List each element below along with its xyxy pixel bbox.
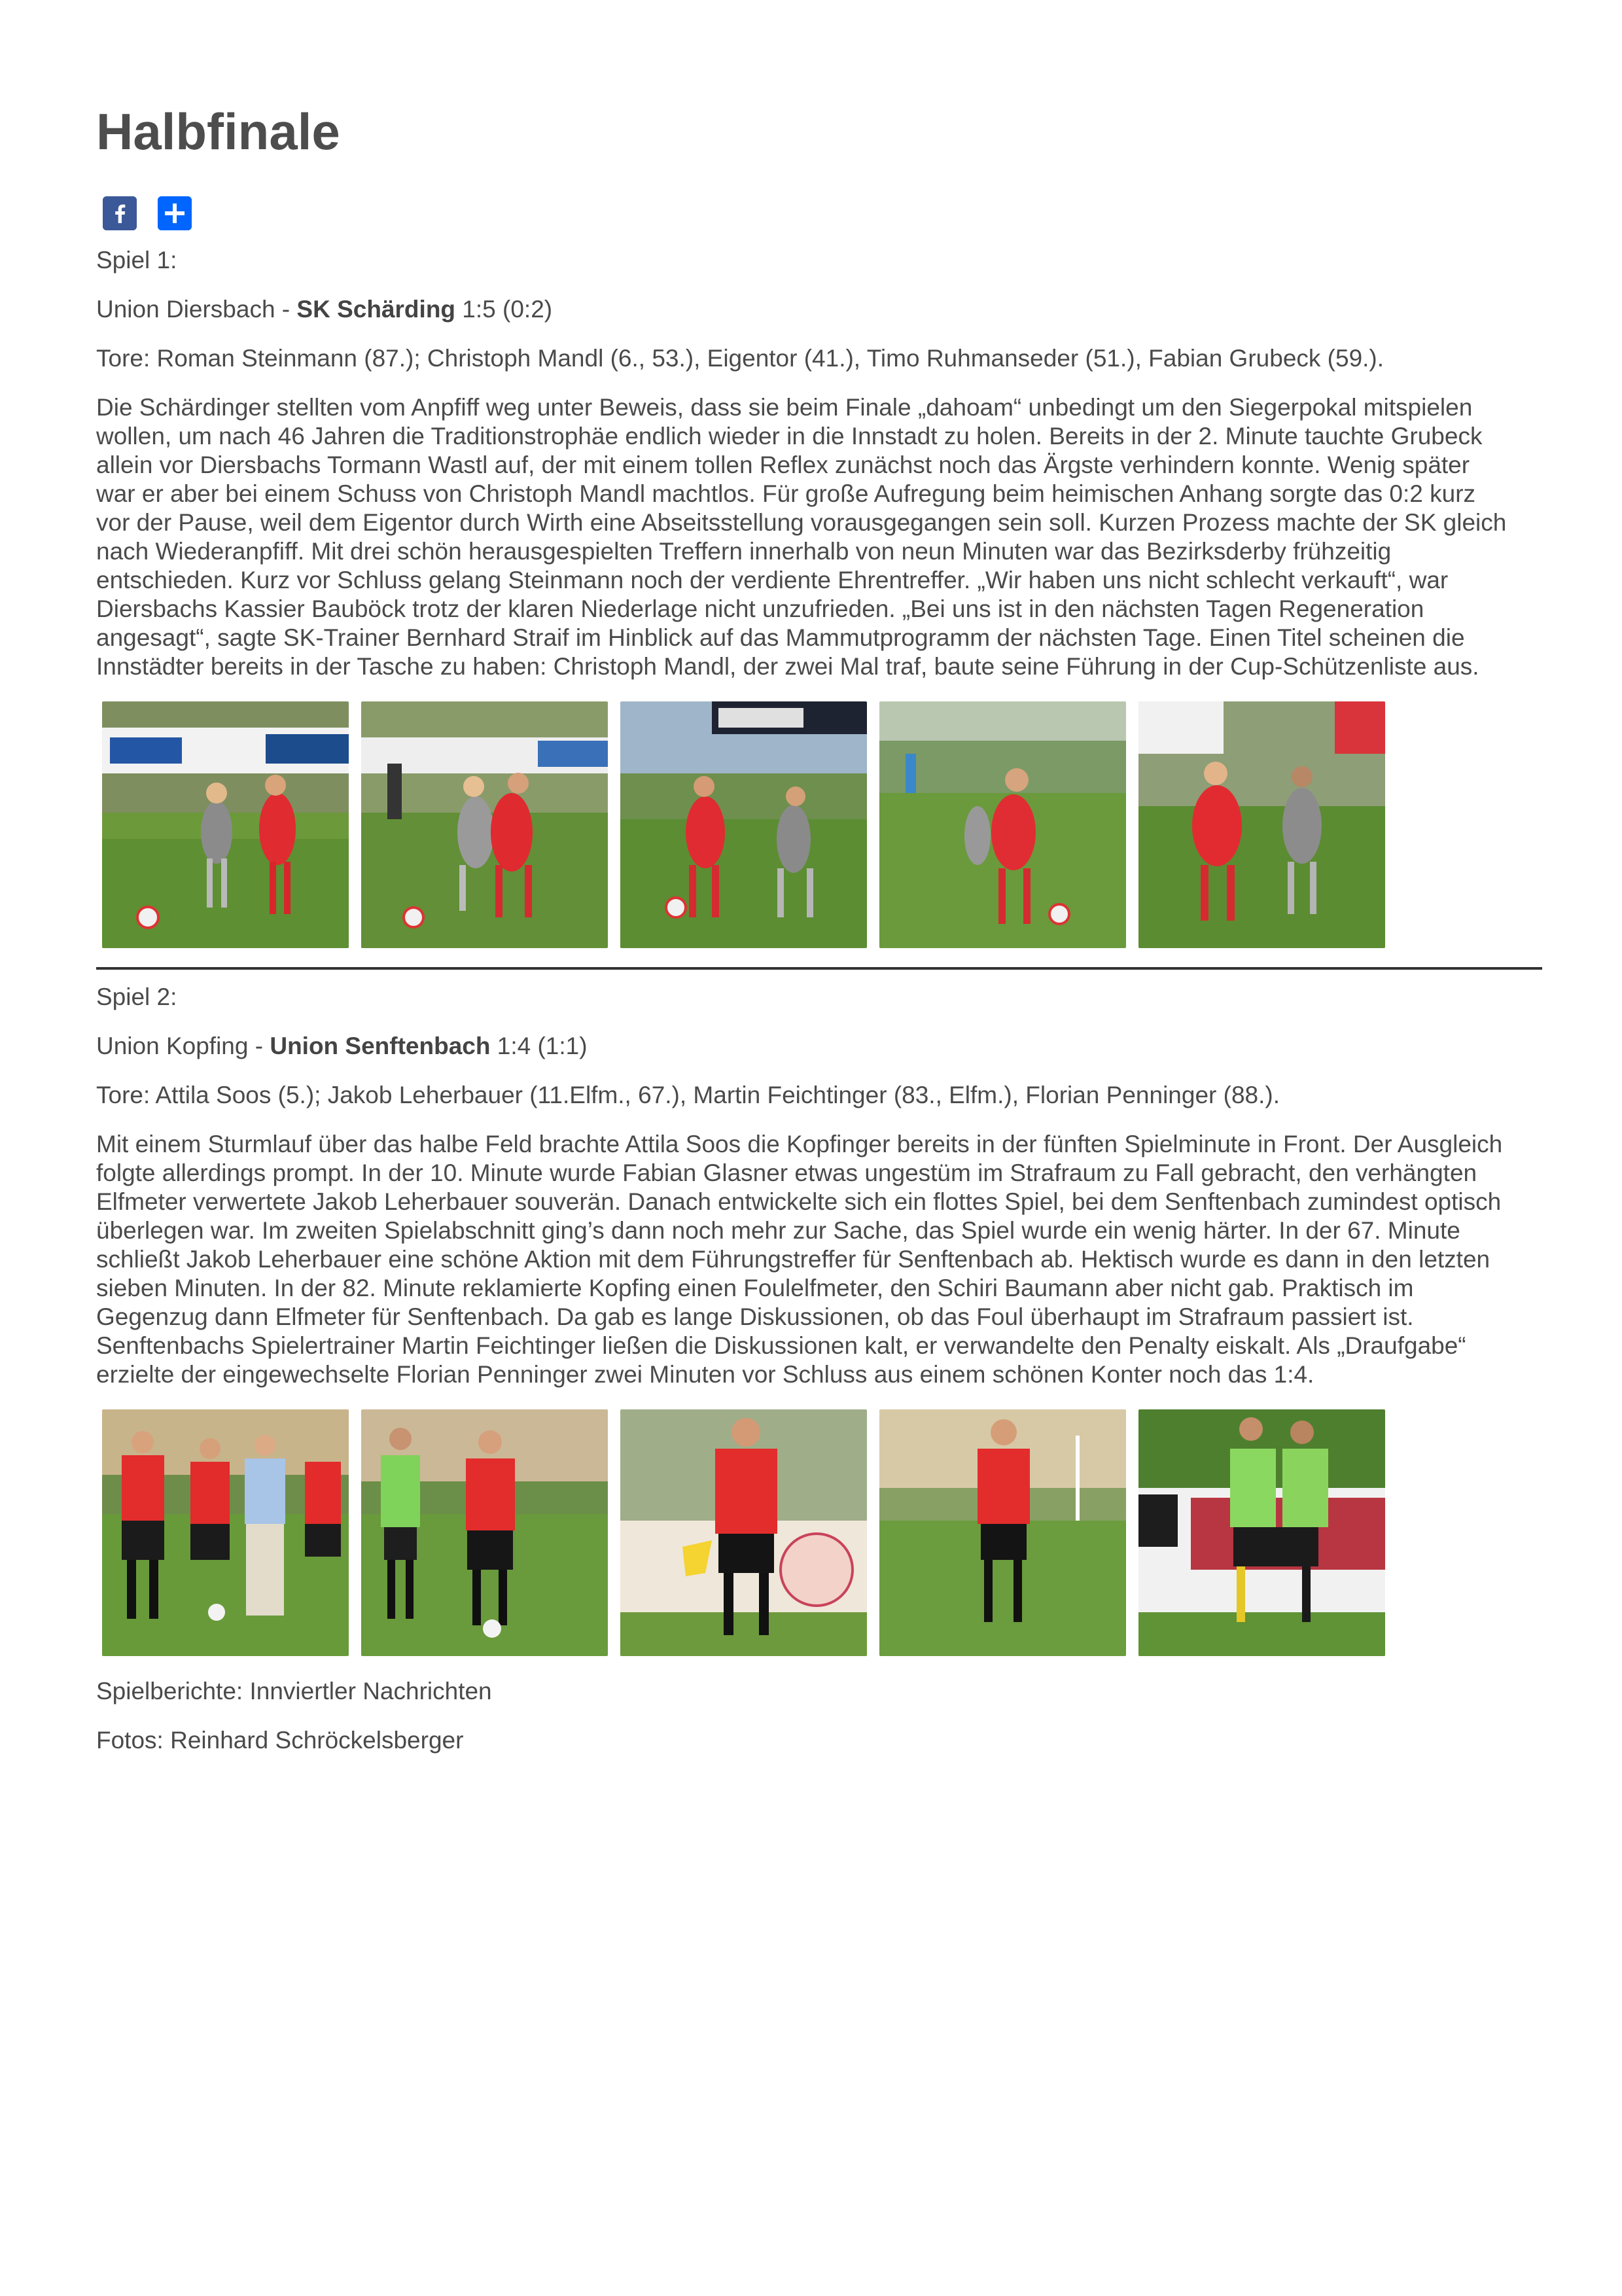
game-2-result (96, 1032, 1542, 1061)
report-line: sieben Minuten. In der 82. Minute reklamierte Kopfing einen Foulelfmeter, den Schiri Baumann aber nicht gab. Praktisch im (96, 1275, 1414, 1301)
section-divider (96, 967, 1542, 970)
game-2-photo-1[interactable] (102, 1409, 349, 1656)
credits-photos: Fotos: Reinhard Schröckelsberger (96, 1727, 464, 1754)
report-line: Diersbachs Kassier Bauböck trotz der klaren Niederlage nicht unzufrieden. „Bei uns ist in den nächsten Tagen Regeneration (96, 595, 1424, 622)
game-1-scorers: Tore: Roman Steinmann (87.); Christoph Mandl (6., 53.), Eigentor (41.), Timo Ruhmanseder (51.), Fabian Grubeck (59.). (96, 345, 1384, 372)
share-bar (103, 196, 192, 230)
add-share-icon[interactable] (158, 196, 192, 230)
report-line: wollen, um nach 46 Jahren die Traditionstrophäe endlich wieder in die Innstadt zu holen. Bereits in der 2. Minute tauchte Grubeck (96, 423, 1483, 450)
report-line: nach Wiederanpfiff. Mit drei schön herausgespielten Treffern innerhalb von neun Minuten war das Bezirksderby frühzeitig (96, 538, 1392, 565)
game-2-separator: - (248, 1033, 270, 1059)
report-line: war er aber bei einem Schuss von Christoph Mandl machtlos. Für große Aufregung beim heimischen Anhang sorgte das 0:2 kurz (96, 480, 1476, 507)
game-2-photo-5[interactable] (1138, 1409, 1385, 1656)
game-1-photo-4[interactable] (879, 701, 1126, 948)
game-1-photo-3[interactable] (620, 701, 867, 948)
report-line: vor der Pause, weil dem Eigentor durch Wirth eine Abseitsstellung vorausgegangen sein soll. Kurzen Prozess machte der SK gleich (96, 509, 1507, 536)
game-1-photo-2[interactable] (361, 701, 608, 948)
report-line: Gegenzug dann Elfmeter für Senftenbach. Da gab es lange Diskussionen, ob das Foul überhaupt im Strafraum passiert ist. (96, 1303, 1414, 1330)
facebook-icon[interactable] (103, 196, 137, 230)
game-2-home: Union Kopfing (96, 1033, 249, 1059)
report-line: Elfmeter verwertete Jakob Leherbauer souverän. Danach entwickelte sich ein flottes Spiel, bei dem Senftenbach zumindest optisch (96, 1188, 1502, 1215)
game-1-result (96, 295, 1542, 324)
game-2-score: 1:4 (1:1) (490, 1033, 588, 1059)
credits-reports: Spielberichte: Innviertler Nachrichten (96, 1678, 492, 1704)
game-1-photo-5[interactable] (1138, 701, 1385, 948)
game-2-scorers: Tore: Attila Soos (5.); Jakob Leherbauer (11.Elfm., 67.), Martin Feichtinger (83., Elfm.), Florian Penninger (88.). (96, 1082, 1280, 1108)
credits (96, 1677, 1542, 1775)
game-1-label: Spiel 1: (96, 247, 177, 274)
report-line: entschieden. Kurz vor Schluss gelang Steinmann noch der verdiente Ehrentreffer. „Wir haben uns nicht schlecht verkauft“, war (96, 567, 1449, 593)
report-line: Senftenbachs Spielertrainer Martin Feichtinger ließen die Diskussionen kalt, er verwandelte den Penalty eiskalt. Als „Draufgabe“ (96, 1332, 1466, 1359)
game-1-gallery (96, 701, 1542, 948)
report-line: erzielte der eingewechselte Florian Penninger zwei Minuten vor Schluss aus einem schönen Konter noch das 1:4. (96, 1361, 1314, 1388)
game-2-gallery (96, 1409, 1542, 1656)
game-1-report (96, 393, 1542, 681)
report-line: überlegen war. Im zweiten Spielabschnitt ging’s dann noch mehr zur Sache, das Spiel wurde ein wenig härter. In der 67. Minute (96, 1217, 1460, 1244)
game-1-score: 1:5 (0:2) (455, 296, 553, 323)
game-2-photo-3[interactable] (620, 1409, 867, 1656)
game-1-photo-1[interactable] (102, 701, 349, 948)
report-line: Die Schärdinger stellten vom Anpfiff weg unter Beweis, dass sie beim Finale „dahoam“ unbedingt um den Siegerpokal mitspielen (96, 394, 1473, 421)
report-line: Mit einem Sturmlauf über das halbe Feld brachte Attila Soos die Kopfinger bereits in der fünften Spielminute in Front. Der Ausgleich (96, 1131, 1503, 1157)
game-1-section (96, 246, 1542, 948)
game-2-photo-2[interactable] (361, 1409, 608, 1656)
game-2-away: Union Senftenbach (270, 1033, 491, 1059)
page-title: Halbfinale (96, 103, 340, 160)
game-1-away: SK Schärding (296, 296, 456, 323)
game-2-label: Spiel 2: (96, 983, 177, 1010)
game-2-photo-4[interactable] (879, 1409, 1126, 1656)
game-1-home: Union Diersbach (96, 296, 275, 323)
report-line: angesagt“, sagte SK-Trainer Bernhard Straif im Hinblick auf das Mammutprogramm der nächsten Tage. Einen Titel scheinen die (96, 624, 1465, 651)
game-1-separator: - (275, 296, 297, 323)
game-2-report (96, 1130, 1542, 1389)
report-line: allein vor Diersbachs Tormann Wastl auf, der mit einem tollen Reflex zunächst noch das Ärgste verhindern konnte. Wenig später (96, 451, 1470, 478)
report-line: folgte allerdings prompt. In der 10. Minute wurde Fabian Glasner etwas ungestüm im Strafraum zu Fall gebracht, den verhängten (96, 1159, 1477, 1186)
game-2-section (96, 983, 1542, 1656)
report-line: schließt Jakob Leherbauer eine schöne Aktion mit dem Führungstreffer für Senftenbach ab. Hektisch wurde es dann in den letzten (96, 1246, 1490, 1273)
report-line: Innstädter bereits in der Tasche zu haben: Christoph Mandl, der zwei Mal traf, baute seine Führung in der Cup-Schützenliste aus. (96, 653, 1479, 680)
